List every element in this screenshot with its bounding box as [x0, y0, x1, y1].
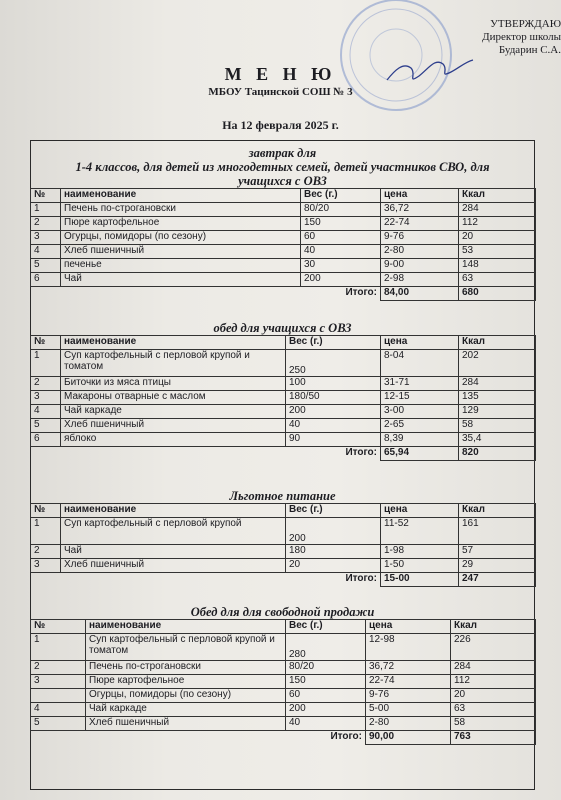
row-num: 2: [31, 217, 61, 231]
row-weight: 180: [286, 545, 381, 559]
menu-table: [30, 619, 536, 745]
table-row: [31, 675, 536, 689]
row-kcal: 129: [459, 405, 536, 419]
row-kcal: 57: [459, 545, 536, 559]
total-row: [31, 731, 536, 745]
row-price: 2-65: [381, 419, 459, 433]
row-name: Биточки из мяса птицы: [61, 377, 286, 391]
row-price: 36,72: [381, 203, 459, 217]
table-header: [31, 504, 536, 518]
row-weight: 60: [301, 231, 381, 245]
section-title: обед для учащихся с ОВЗ: [213, 321, 352, 335]
total-kcal: 680: [459, 287, 536, 301]
approve-line: УТВЕРЖДАЮ: [490, 18, 561, 30]
menu-table: [30, 503, 536, 587]
col-price: цена: [381, 189, 459, 203]
table-row: [31, 559, 536, 573]
row-price: 9-76: [366, 689, 451, 703]
row-num: [31, 689, 86, 703]
table-row: [31, 661, 536, 675]
row-name: Макароны отварные с маслом: [61, 391, 286, 405]
row-weight: 200: [286, 405, 381, 419]
section-title-line: завтрак для: [248, 146, 317, 160]
subsidized-section: [30, 489, 535, 587]
row-kcal: 202: [459, 350, 536, 377]
col-price: цена: [381, 336, 459, 350]
total-label: Итого:: [301, 287, 381, 301]
row-weight: 150: [286, 675, 366, 689]
table-row: [31, 689, 536, 703]
row-kcal: 58: [459, 419, 536, 433]
table-row: [31, 419, 536, 433]
table-header: [31, 620, 536, 634]
row-price: 22-74: [381, 217, 459, 231]
row-name: Хлеб пшеничный: [61, 419, 286, 433]
row-name: яблоко: [61, 433, 286, 447]
row-price: 1-98: [381, 545, 459, 559]
menu-table: [30, 335, 536, 461]
row-weight: 40: [301, 245, 381, 259]
row-price: 8,39: [381, 433, 459, 447]
row-num: 3: [31, 675, 86, 689]
table-row: [31, 245, 536, 259]
row-name: Чай каркаде: [86, 703, 286, 717]
col-weight: Вес (г.): [286, 336, 381, 350]
row-price: 2-80: [366, 717, 451, 731]
total-label: Итого:: [286, 573, 381, 587]
row-price: 5-00: [366, 703, 451, 717]
total-row: [31, 287, 536, 301]
section-title: Обед для для свободной продажи: [190, 605, 375, 619]
total-label: Итого:: [286, 447, 381, 461]
row-price: 9-00: [381, 259, 459, 273]
table-row: [31, 273, 536, 287]
row-name: Огурцы, помидоры (по сезону): [86, 689, 286, 703]
row-num: 4: [31, 405, 61, 419]
menu-date: На 12 февраля 2025 г.: [222, 118, 339, 132]
row-num: 5: [31, 419, 61, 433]
row-kcal: 20: [459, 231, 536, 245]
row-kcal: 135: [459, 391, 536, 405]
row-kcal: 148: [459, 259, 536, 273]
total-price: 84,00: [381, 287, 459, 301]
row-price: 22-74: [366, 675, 451, 689]
row-name: Печень по-строгановски: [86, 661, 286, 675]
row-name: Хлеб пшеничный: [61, 559, 286, 573]
total-kcal: 247: [459, 573, 536, 587]
row-num: 1: [31, 634, 86, 661]
col-price: цена: [366, 620, 451, 634]
row-kcal: 58: [451, 717, 536, 731]
row-num: 4: [31, 245, 61, 259]
row-price: 2-98: [381, 273, 459, 287]
row-name: Чай: [61, 545, 286, 559]
row-kcal: 284: [451, 661, 536, 675]
col-kcal: Ккал: [459, 504, 536, 518]
row-num: 1: [31, 203, 61, 217]
row-weight: 200: [301, 273, 381, 287]
row-weight: 180/50: [286, 391, 381, 405]
col-num: №: [31, 189, 61, 203]
row-name: Хлеб пшеничный: [86, 717, 286, 731]
total-kcal: 763: [451, 731, 536, 745]
col-kcal: Ккал: [459, 189, 536, 203]
row-num: 5: [31, 717, 86, 731]
row-weight: 40: [286, 419, 381, 433]
col-price: цена: [381, 504, 459, 518]
row-kcal: 112: [459, 217, 536, 231]
row-num: 3: [31, 391, 61, 405]
table-row: [31, 350, 536, 377]
table-row: [31, 545, 536, 559]
row-num: 1: [31, 518, 61, 545]
row-weight: 40: [286, 717, 366, 731]
section-title: [30, 146, 535, 188]
breakfast-section: [30, 146, 535, 301]
table-header: [31, 189, 536, 203]
total-row: [31, 573, 536, 587]
row-weight: 20: [286, 559, 381, 573]
row-kcal: 20: [451, 689, 536, 703]
approve-line: Директор школы: [482, 31, 561, 43]
menu-table: [30, 188, 536, 301]
table-row: [31, 717, 536, 731]
section-title-line: учащихся с ОВЗ: [238, 174, 327, 188]
row-price: 36,72: [366, 661, 451, 675]
col-num: №: [31, 504, 61, 518]
col-weight: Вес (г.): [301, 189, 381, 203]
row-name: Пюре картофельное: [86, 675, 286, 689]
row-weight: 200: [286, 518, 381, 545]
row-num: 3: [31, 559, 61, 573]
total-price: 15-00: [381, 573, 459, 587]
row-price: 8-04: [381, 350, 459, 377]
row-weight: 30: [301, 259, 381, 273]
total-row: [31, 447, 536, 461]
row-kcal: 29: [459, 559, 536, 573]
table-row: [31, 405, 536, 419]
row-name: Суп картофельный с перловой крупой: [61, 518, 286, 545]
row-price: 3-00: [381, 405, 459, 419]
row-weight: 80/20: [286, 661, 366, 675]
row-weight: 200: [286, 703, 366, 717]
row-weight: 100: [286, 377, 381, 391]
row-num: 2: [31, 661, 86, 675]
row-kcal: 53: [459, 245, 536, 259]
approve-line: Бударин С.А.: [498, 44, 561, 56]
row-num: 6: [31, 273, 61, 287]
row-weight: 80/20: [301, 203, 381, 217]
row-weight: 250: [286, 350, 381, 377]
table-row: [31, 259, 536, 273]
table-row: [31, 518, 536, 545]
table-row: [31, 217, 536, 231]
table-row: [31, 634, 536, 661]
col-kcal: Ккал: [459, 336, 536, 350]
row-price: 12-15: [381, 391, 459, 405]
table-row: [31, 231, 536, 245]
row-kcal: 284: [459, 377, 536, 391]
row-name: Хлеб пшеничный: [61, 245, 301, 259]
row-name: Чай каркаде: [61, 405, 286, 419]
row-price: 12-98: [366, 634, 451, 661]
row-kcal: 35,4: [459, 433, 536, 447]
row-kcal: 226: [451, 634, 536, 661]
total-price: 90,00: [366, 731, 451, 745]
col-name: наименование: [61, 336, 286, 350]
row-num: 3: [31, 231, 61, 245]
row-kcal: 284: [459, 203, 536, 217]
table-row: [31, 377, 536, 391]
table-row: [31, 391, 536, 405]
row-name: печенье: [61, 259, 301, 273]
row-num: 5: [31, 259, 61, 273]
section-title-line: 1-4 классов, для детей из многодетных семей, детей участников СВО, для: [75, 160, 490, 174]
row-price: 31-71: [381, 377, 459, 391]
col-kcal: Ккал: [451, 620, 536, 634]
section-title: Льготное питание: [229, 489, 336, 503]
col-name: наименование: [61, 189, 301, 203]
row-num: 6: [31, 433, 61, 447]
col-num: №: [31, 336, 61, 350]
free-sale-section: [30, 605, 535, 745]
row-kcal: 161: [459, 518, 536, 545]
total-price: 65,94: [381, 447, 459, 461]
col-weight: Вес (г.): [286, 504, 381, 518]
ovz-lunch-section: [30, 321, 535, 461]
row-price: 1-50: [381, 559, 459, 573]
row-num: 2: [31, 545, 61, 559]
table-row: [31, 703, 536, 717]
row-price: 11-52: [381, 518, 459, 545]
row-num: 4: [31, 703, 86, 717]
row-weight: 60: [286, 689, 366, 703]
row-name: Пюре картофельное: [61, 217, 301, 231]
row-weight: 90: [286, 433, 381, 447]
row-name: Чай: [61, 273, 301, 287]
row-weight: 150: [301, 217, 381, 231]
table-row: [31, 203, 536, 217]
row-price: 9-76: [381, 231, 459, 245]
col-num: №: [31, 620, 86, 634]
row-kcal: 112: [451, 675, 536, 689]
total-label: Итого:: [286, 731, 366, 745]
table-header: [31, 336, 536, 350]
row-weight: 280: [286, 634, 366, 661]
row-num: 2: [31, 377, 61, 391]
school-name: МБОУ Тацинской СОШ № 3: [208, 86, 353, 98]
total-kcal: 820: [459, 447, 536, 461]
approval-block: [482, 18, 561, 57]
row-name: Суп картофельный с перловой крупой и томатом: [61, 350, 286, 377]
row-kcal: 63: [459, 273, 536, 287]
row-kcal: 63: [451, 703, 536, 717]
page-title: М Е Н Ю: [224, 64, 337, 84]
row-price: 2-80: [381, 245, 459, 259]
row-name: Печень по-строгановски: [61, 203, 301, 217]
row-num: 1: [31, 350, 61, 377]
row-name: Суп картофельный с перловой крупой и томатом: [86, 634, 286, 661]
table-row: [31, 433, 536, 447]
col-name: наименование: [61, 504, 286, 518]
row-name: Огурцы, помидоры (по сезону): [61, 231, 301, 245]
col-weight: Вес (г.): [286, 620, 366, 634]
col-name: наименование: [86, 620, 286, 634]
